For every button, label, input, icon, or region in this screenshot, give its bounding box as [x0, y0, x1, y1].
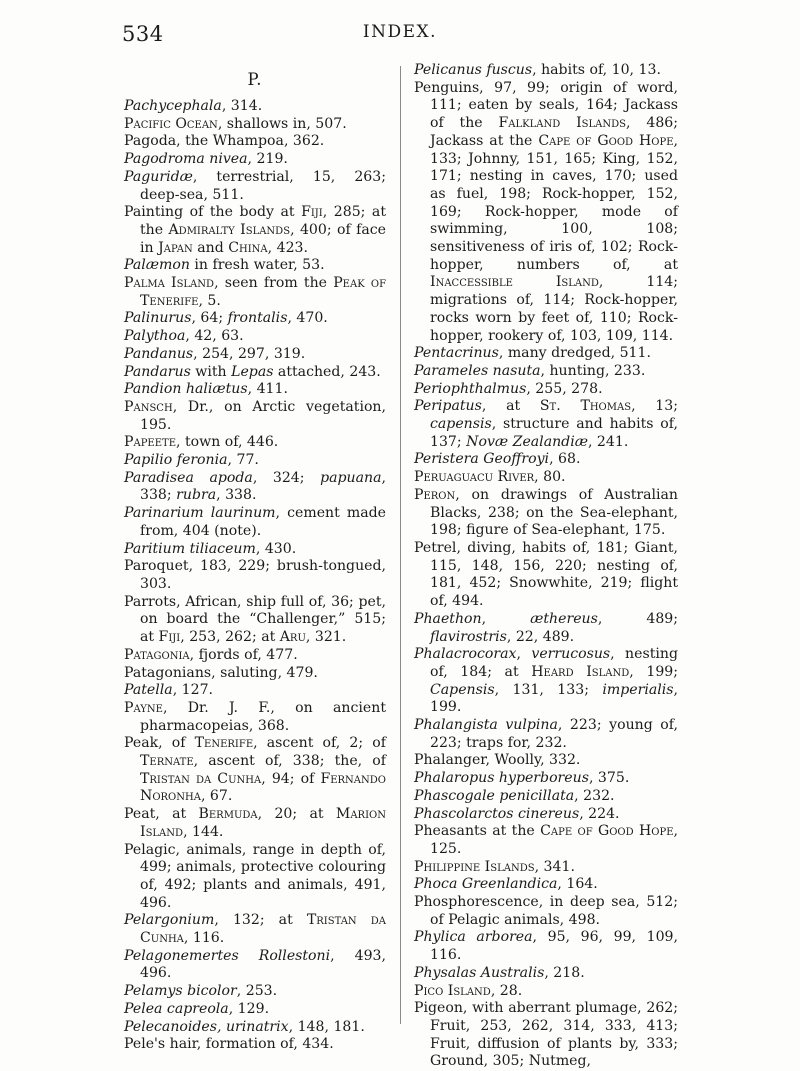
italic-term: Pelamys bicolor — [124, 983, 237, 1000]
entry-text: , 400; of face in — [140, 221, 386, 256]
index-entry — [414, 646, 678, 717]
entry-text: , 116. — [183, 930, 225, 947]
small-caps-term: Inaccessible Island — [430, 274, 599, 291]
entry-text: , 411. — [247, 381, 288, 398]
index-entry — [414, 62, 678, 80]
entry-text: , at — [481, 398, 540, 415]
entry-text: Penguins, 97, 99; origin of word, 111; eaten by seals, 164; Jackass of the — [414, 79, 678, 132]
index-entry — [414, 770, 678, 788]
entry-text: Peat, at — [124, 806, 199, 823]
entry-text: , 321. — [305, 629, 347, 646]
small-caps-term: Pansch — [124, 398, 173, 415]
index-entry — [124, 346, 386, 364]
small-caps-term: Tenerife — [194, 735, 254, 752]
index-list-right — [414, 62, 678, 1071]
entry-text: , structure and habits of, 137; — [430, 416, 678, 450]
index-entry — [124, 399, 386, 434]
small-caps-term: China — [228, 239, 268, 256]
italic-term: Novæ Zealandiæ — [466, 433, 588, 450]
entry-text: , 114; migrations of, 114; Rock-hopper, rocks worn by feet of, 110; Rock-hopper, rookery of, 103, 109, 114. — [430, 274, 679, 344]
entry-text: in fresh water, 53. — [189, 257, 325, 274]
index-entry — [414, 381, 678, 399]
index-entry — [414, 398, 678, 451]
small-caps-term: St. Thomas — [539, 398, 632, 415]
entry-text: , 148, 181. — [288, 1018, 365, 1035]
entry-text: , 199. — [430, 681, 678, 716]
entry-text: , on drawings of Australian Blacks, 238; on the Sea-elephant, 198; figure of Sea-elephant, 175. — [430, 486, 678, 539]
index-entry — [124, 983, 386, 1001]
small-caps-term: Japan — [158, 239, 193, 256]
index-entry — [414, 540, 678, 611]
index-entry — [124, 452, 386, 470]
entry-text: , Dr. J. F., on ancient pharmacopeias, 368. — [140, 699, 386, 734]
italic-term: Phascogale penicillata — [414, 787, 575, 804]
entry-text: Phalanger, Woolly, 332. — [414, 752, 581, 769]
index-entry — [124, 1019, 386, 1037]
section-letter: P. — [247, 70, 263, 89]
index-entry — [124, 1001, 386, 1019]
entry-text: , 164. — [557, 876, 598, 893]
small-caps-term: Peruaguacu River — [414, 469, 535, 486]
small-caps-term: Peron — [414, 486, 456, 503]
entry-text: , terrestrial, 15, 263; deep-sea, 511. — [140, 168, 386, 203]
entry-text: , 224. — [579, 805, 620, 822]
entry-text: , 486; Jackass at the — [430, 115, 679, 149]
index-entry — [124, 116, 386, 134]
index-entry — [414, 965, 678, 983]
italic-term: Pelargonium — [124, 912, 215, 929]
entry-text: , many dredged, 511. — [498, 345, 651, 362]
entry-text: , — [481, 610, 531, 627]
italic-term: Phaethon — [414, 610, 482, 627]
index-entry — [124, 912, 386, 947]
index-entry — [124, 806, 386, 841]
italic-term: papuana — [320, 469, 382, 486]
entry-text: and — [192, 239, 229, 256]
entry-text: , 324; — [252, 469, 321, 486]
italic-term: Palæmon — [124, 257, 190, 274]
entry-text: , 64; — [191, 310, 228, 327]
entry-text: , hunting, 233. — [540, 362, 646, 379]
index-column-right — [414, 62, 678, 1071]
entry-text: , 127. — [172, 682, 214, 699]
italic-term: Phylica arborea — [414, 929, 533, 946]
entry-text: , 493, 496. — [140, 947, 387, 982]
small-caps-term: Payne — [124, 699, 163, 716]
small-caps-term: Tristan da Cunha — [140, 770, 262, 787]
entry-text: , 199; — [629, 663, 679, 680]
entry-text: , cement made from, 404 (note). — [140, 505, 386, 539]
index-entry — [124, 842, 386, 913]
small-caps-term: Ternate — [140, 753, 194, 770]
entry-text: , 20; at — [257, 806, 336, 823]
index-entry — [414, 611, 678, 646]
index-entry — [124, 204, 386, 257]
entry-text: , 68. — [549, 451, 581, 468]
index-entry — [124, 133, 386, 151]
entry-text: , 255, 278. — [526, 380, 603, 397]
italic-term: Palinurus — [124, 310, 192, 327]
column-divider — [400, 66, 401, 1024]
index-entry — [124, 470, 386, 505]
entry-text: , habits of, 10, 13. — [532, 62, 661, 78]
italic-term: Pachycephala — [124, 98, 222, 114]
italic-term: Phalangista vulpina — [414, 717, 558, 734]
entry-text: , 423. — [267, 239, 308, 256]
index-entry — [414, 487, 678, 540]
index-entry — [414, 363, 678, 381]
index-entry — [124, 328, 386, 346]
entry-text: , 67. — [200, 788, 233, 805]
index-entry — [124, 151, 386, 169]
small-caps-term: Fiji — [158, 629, 181, 646]
entry-text: , 314. — [221, 98, 263, 114]
italic-term: Periophthalmus — [414, 380, 527, 397]
index-entry — [124, 434, 386, 452]
entry-text: , 131, 133; — [494, 681, 603, 698]
index-list-left — [124, 98, 386, 1054]
entry-text: Phosphorescence, in deep sea, 512; of Pelagic animals, 498. — [414, 894, 678, 928]
entry-text: Pheasants at the — [414, 823, 541, 840]
entry-text: , 232. — [574, 787, 615, 804]
entry-text: , 94; of — [261, 770, 321, 787]
italic-term: Peristera Geoffroyi — [414, 451, 550, 468]
index-entry — [124, 364, 386, 382]
index-entry — [414, 1000, 678, 1071]
italic-term: Peripatus — [414, 398, 482, 415]
entry-text: , 132; at — [214, 912, 307, 929]
italic-term: Pelea capreola — [124, 1000, 229, 1017]
italic-term: Parameles nasuta — [414, 362, 541, 379]
italic-term: Phalacrocorax — [414, 646, 517, 663]
italic-term: Paritium tiliaceum — [124, 540, 256, 557]
italic-term: Papilio feronia — [124, 452, 228, 469]
italic-term: Pelagonemertes Rollestoni — [124, 947, 331, 964]
italic-term: Parinarium laurinum — [124, 505, 276, 522]
italic-term: Pandanus — [124, 345, 194, 362]
entry-text: , 470. — [287, 310, 328, 327]
index-entry — [414, 80, 678, 346]
index-entry — [124, 948, 386, 983]
entry-text: , ascent of, 2; of — [253, 735, 386, 752]
small-caps-term: Bermuda — [198, 806, 258, 823]
index-entry — [124, 169, 386, 204]
entry-text: Painting of the body at — [124, 204, 302, 221]
entry-text: Paroquet, 183, 229; brush-tongued, 303. — [124, 558, 386, 592]
index-entry — [414, 929, 678, 964]
entry-text: , 80. — [534, 469, 566, 486]
entry-text: , 489; — [597, 610, 678, 627]
small-caps-term: Patagonia — [124, 646, 190, 663]
entry-text: , 219. — [247, 151, 288, 168]
italic-term: frontalis — [227, 310, 288, 327]
entry-text: , — [516, 646, 532, 663]
italic-term: Pandarus — [124, 363, 191, 380]
small-caps-term: Peak of Tenerife — [140, 275, 387, 309]
small-caps-term: Admiralty Islands — [168, 221, 291, 238]
italic-term: Palythoa — [124, 328, 186, 345]
index-entry — [414, 806, 678, 824]
italic-term: Pandion haliætus — [124, 381, 248, 398]
small-caps-term: Fiji — [301, 204, 323, 221]
index-entry — [414, 823, 678, 858]
entry-text: , fjords of, 477. — [189, 646, 298, 663]
entry-text: Peak, of — [124, 735, 195, 752]
small-caps-term: Palma Island — [124, 275, 215, 292]
entry-text: , 253. — [236, 983, 278, 1000]
italic-term: Phalaropus hyperboreus — [414, 770, 589, 787]
entry-text: , 223; young of, 223; traps for, 232. — [430, 717, 678, 751]
index-entry — [414, 859, 678, 877]
entry-text: Pelagic, animals, range in depth of, 499; animals, protective colouring of, 492; plants and animals, 491, 496. — [124, 841, 386, 911]
small-caps-term: Marion Island — [140, 806, 386, 840]
small-caps-term: Papeete — [124, 434, 177, 451]
page-number: 534 — [122, 22, 164, 46]
italic-term: æthereus — [530, 610, 598, 627]
index-entry — [414, 451, 678, 469]
index-entry — [414, 752, 678, 770]
index-entry — [124, 735, 386, 806]
index-entry — [414, 345, 678, 363]
small-caps-term: Cape of Good Hope — [538, 132, 674, 149]
index-entry — [124, 381, 386, 399]
entry-text: Pagoda, the Whampoa, 362. — [124, 133, 325, 150]
italic-term: flavirostris — [430, 628, 507, 645]
entry-text: , 13; — [631, 398, 678, 415]
italic-term: Patella — [124, 682, 173, 699]
entry-text: , 241. — [587, 433, 629, 450]
entry-text: , 375. — [588, 770, 630, 787]
italic-term: Paradisea apoda — [124, 469, 253, 486]
entry-text: , 218. — [544, 964, 585, 981]
small-caps-term: Falkland Islands — [498, 115, 627, 132]
entry-text: Patagonians, saluting, 479. — [124, 664, 318, 681]
index-entry — [124, 505, 386, 540]
index-entry — [124, 700, 386, 735]
entry-text: , 254, 297, 319. — [193, 345, 306, 362]
entry-text: , Dr., on Arctic vegetation, 195. — [140, 398, 386, 433]
index-entry — [124, 257, 386, 275]
italic-term: Phoca Greenlandica — [414, 876, 558, 893]
entry-text: , 5. — [198, 292, 221, 309]
italic-term: Pagodroma nivea — [124, 151, 248, 168]
entry-text: , 125. — [430, 823, 678, 857]
index-entry — [414, 717, 678, 752]
small-caps-term: Heard Island — [531, 663, 630, 680]
italic-term: Pelicanus fuscus — [414, 62, 533, 78]
italic-term: capensis — [430, 416, 492, 433]
index-entry — [124, 275, 386, 310]
index-entry — [124, 594, 386, 647]
small-caps-term: Pacific Ocean — [124, 115, 218, 132]
index-entry — [124, 310, 386, 328]
entry-text: , nesting of, 184; at — [430, 646, 678, 680]
entry-text: , 129. — [228, 1000, 270, 1017]
entry-text: , 95, 96, 99, 109, 116. — [430, 929, 678, 964]
italic-term: Lepas — [231, 363, 274, 380]
entry-text: , ascent of, 338; the, of — [193, 753, 386, 770]
entry-text: , 28. — [490, 982, 523, 999]
small-caps-term: Aru — [279, 629, 306, 646]
small-caps-term: Cape of Good Hope — [540, 823, 674, 840]
small-caps-term: Philippine Islands — [414, 858, 535, 875]
italic-term: rubra — [176, 487, 217, 504]
small-caps-term: Fernando Noronha — [140, 770, 386, 805]
page-title: INDEX. — [362, 22, 438, 42]
entry-text: , 144. — [183, 823, 224, 840]
entry-text: , 77. — [227, 452, 259, 469]
italic-term: Phascolarctos cinereus — [414, 805, 580, 822]
index-entry — [414, 876, 678, 894]
italic-term: verrucosus — [531, 646, 611, 663]
entry-text: , shallows in, 507. — [217, 115, 347, 132]
italic-term: Pentacrinus — [414, 345, 499, 362]
entry-text: with — [190, 363, 232, 380]
index-entry — [414, 469, 678, 487]
entry-text: , 253, 262; at — [180, 629, 280, 646]
entry-text: , 133; Johnny, 151, 165; King, 152, 171; nesting in caves, 170; used as fuel, 198; Rock-hopper, 152, 169; Rock-hopper, mode of swimming, 100, 108; sensitiveness of iris of, 102; Rock-hopper, numbers of, at — [430, 132, 678, 273]
entry-text: , town of, 446. — [176, 434, 279, 451]
index-entry — [124, 541, 386, 559]
small-caps-term: Pico Island — [414, 982, 491, 999]
entry-text: , 338. — [216, 487, 257, 504]
index-entry — [124, 647, 386, 665]
index-entry — [414, 894, 678, 929]
entry-text: Petrel, diving, habits of, 181; Giant, 115, 148, 156, 220; nesting of, 181, 452; Snowwhite, 219; flight of, 494. — [414, 539, 678, 610]
entry-text: , 430. — [255, 540, 297, 557]
entry-text: , 22, 489. — [506, 628, 575, 645]
index-entry — [124, 98, 386, 116]
index-entry — [414, 788, 678, 806]
italic-term: Paguridæ — [124, 168, 193, 185]
index-entry — [124, 682, 386, 700]
index-entry — [124, 665, 386, 683]
entry-text: attached, 243. — [273, 363, 381, 380]
entry-text: Pigeon, with aberrant plumage, 262; Fruit, 253, 262, 314, 333, 413; Fruit, diffusion of plants by, 333; Ground, 305; Nutmeg, — [414, 1000, 678, 1070]
italic-term: Physalas Australis — [414, 964, 545, 981]
index-entry — [414, 983, 678, 1001]
italic-term: imperialis — [602, 681, 674, 698]
index-entry — [124, 1036, 386, 1054]
entry-text: , 42, 63. — [185, 328, 244, 345]
entry-text: Parrots, African, ship full of, 36; pet, on board the “Challenger,” 515; at — [124, 593, 386, 646]
entry-text: , 285; at the — [140, 204, 387, 238]
italic-term: Capensis — [430, 681, 495, 698]
index-column-left — [124, 62, 386, 1054]
entry-text: , 341. — [534, 858, 575, 875]
small-caps-term: Tristan da Cunha — [140, 912, 386, 947]
entry-text: , seen from the — [214, 275, 334, 292]
italic-term: Pelecanoides, urinatrix — [124, 1018, 289, 1035]
index-entry — [124, 558, 386, 593]
entry-text: Pele's hair, formation of, 434. — [124, 1036, 334, 1053]
entry-text: , 338; — [140, 469, 386, 504]
